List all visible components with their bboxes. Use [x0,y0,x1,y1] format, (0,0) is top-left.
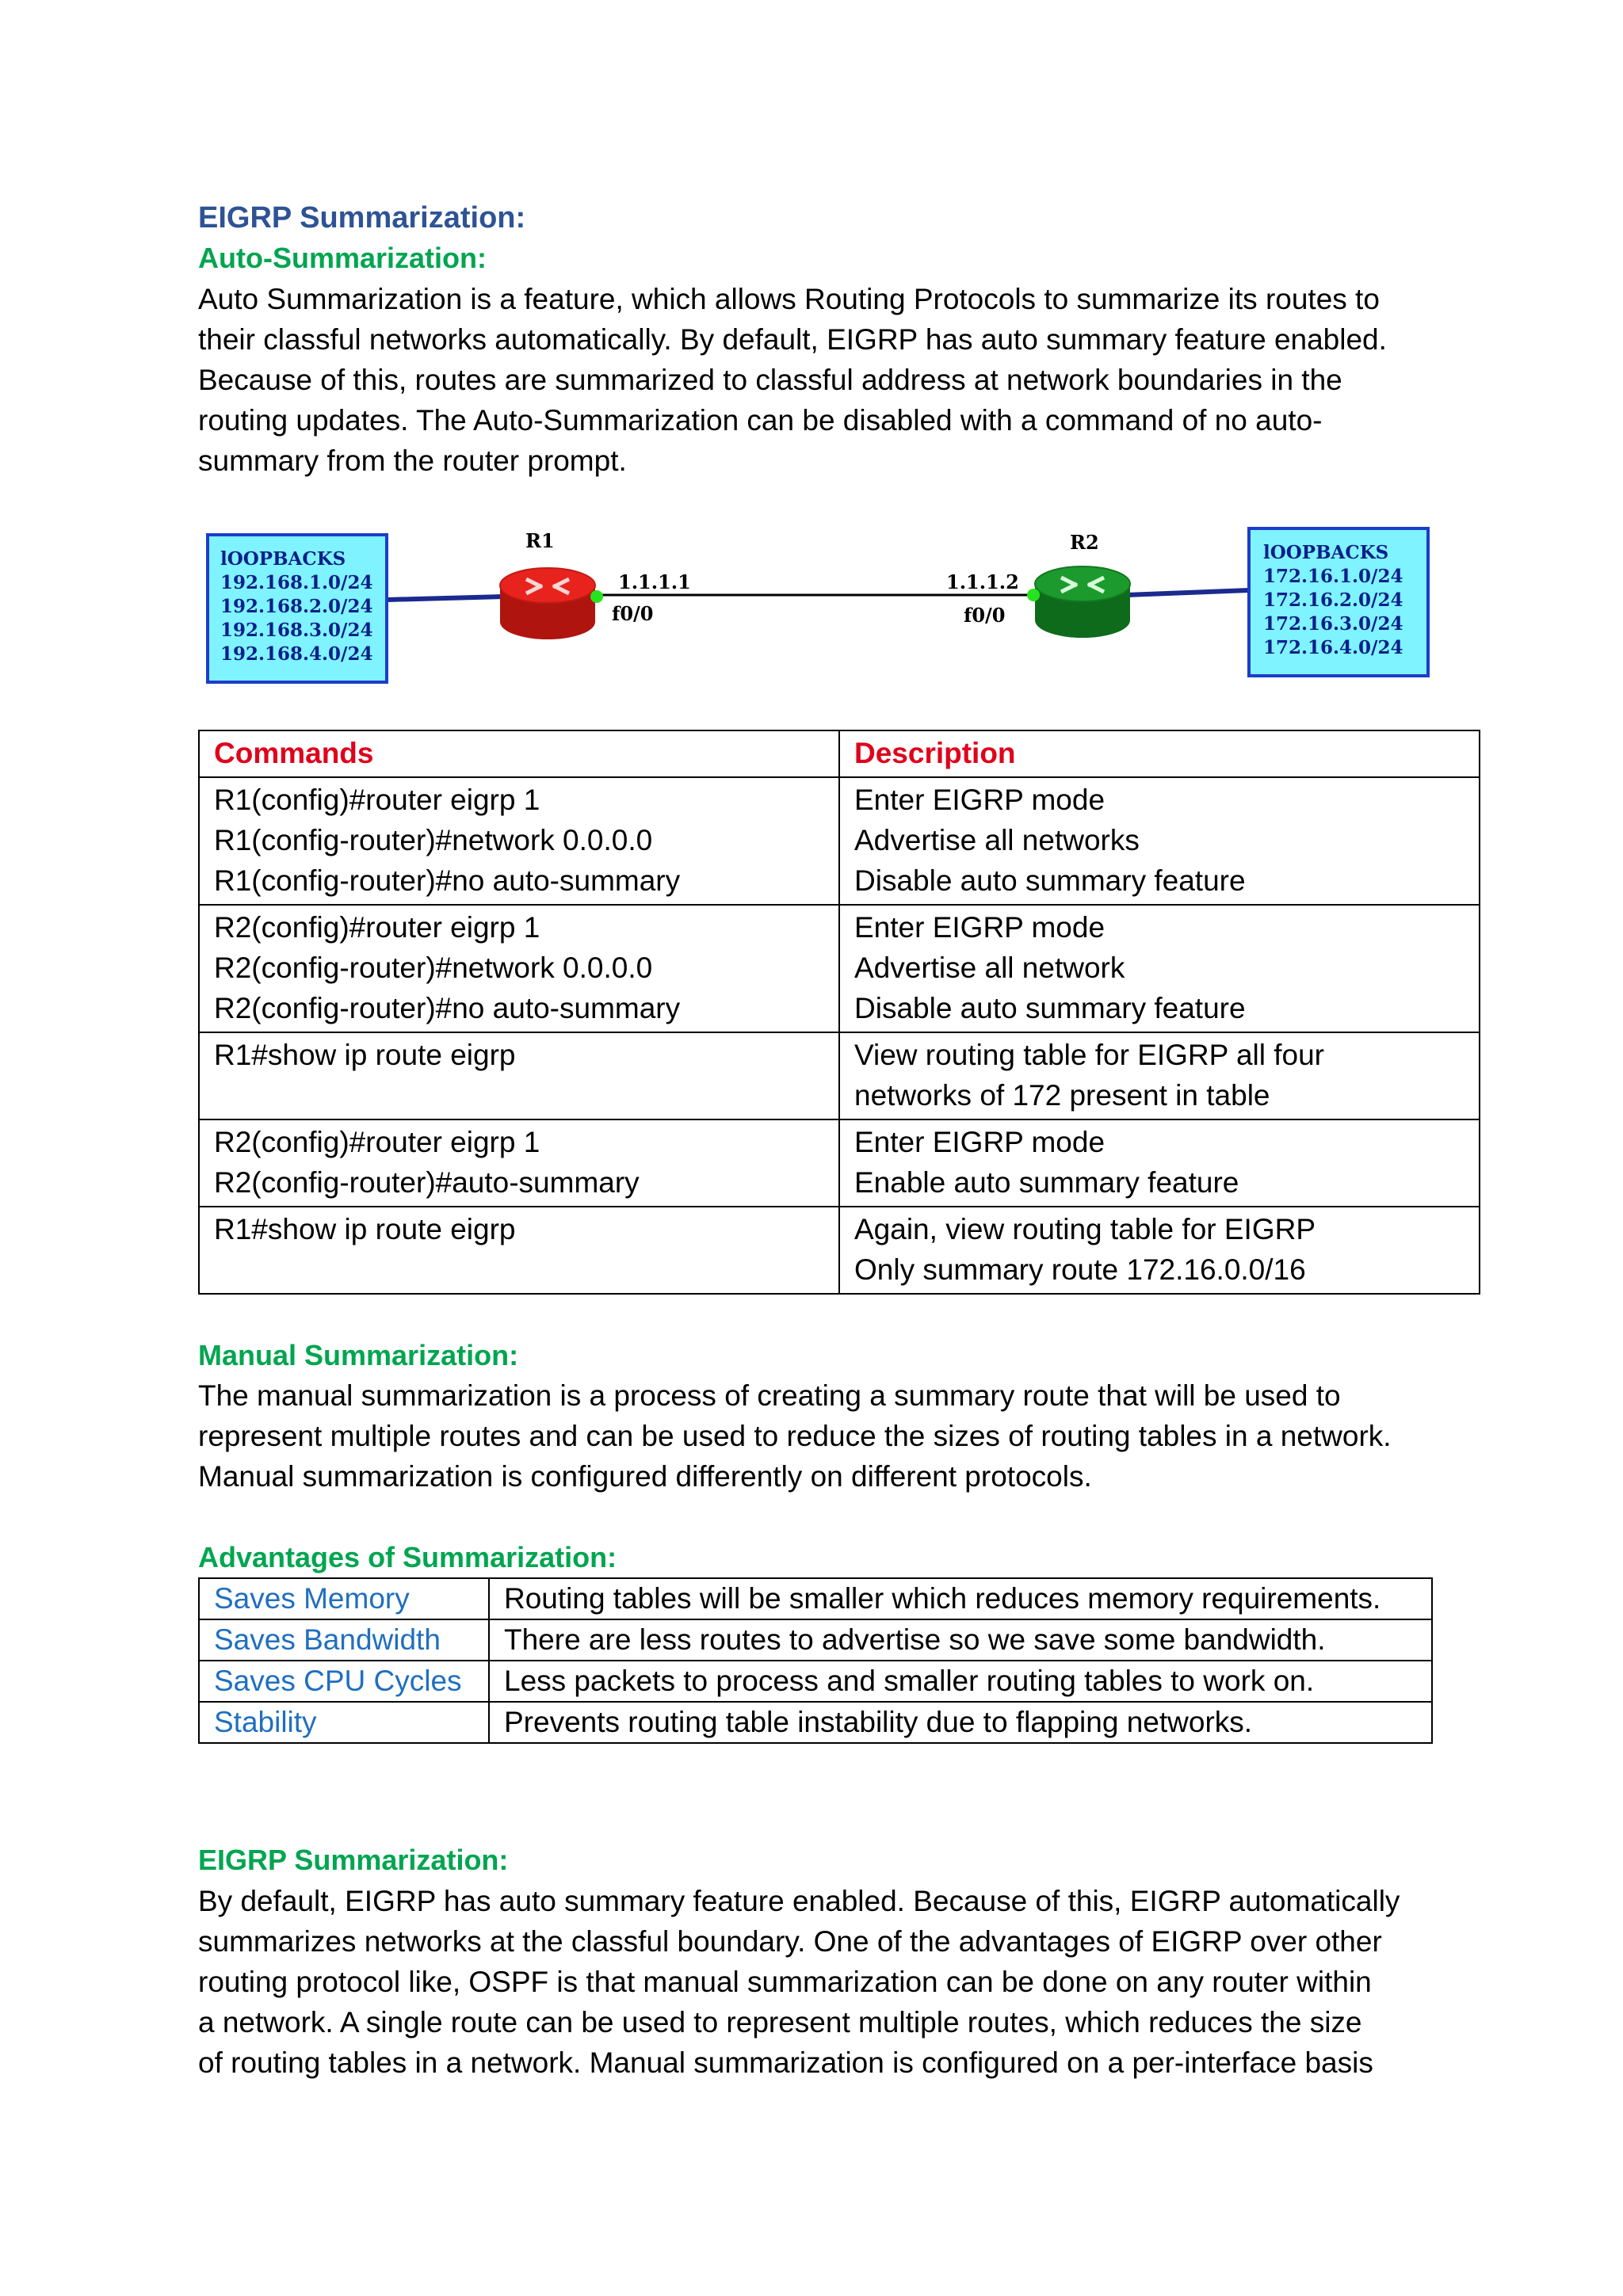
r2-ip-label: 1.1.1.2 [946,570,1019,593]
loopback-route: 172.16.2.0/24 [1263,589,1403,611]
advantage-description: Less packets to process and smaller routing tables to work on. [489,1661,1432,1702]
description-cell [839,1207,1480,1294]
paragraph-line: a network. A single route can be used to represent multiple routes, which reduces the size [198,2005,1362,2039]
loopback-route: 192.168.4.0/24 [220,643,373,665]
description-line: Only summary route 172.16.0.0/16 [854,1253,1306,1286]
advantage-description: Prevents routing table instability due to flapping networks. [489,1702,1432,1743]
advantage-name: Saves Memory [199,1578,489,1619]
command-line: R1#show ip route eigrp [214,1212,516,1245]
commands-cell [199,905,839,1032]
advantage-name: Stability [199,1702,489,1743]
commands-table [198,730,1480,1295]
link-r2-loopbacks [1126,590,1249,595]
loopback-route: 192.168.3.0/24 [220,619,373,641]
loopback-route: 172.16.3.0/24 [1263,612,1403,635]
command-line: R1(config-router)#network 0.0.0.0 [214,823,653,856]
loopback-route: 192.168.1.0/24 [220,571,373,593]
paragraph-line: of routing tables in a network. Manual summarization is configured on a per-interface basis [198,2046,1373,2079]
command-line: R1(config)#router eigrp 1 [214,783,540,816]
topology-svg [203,517,1471,700]
table-row [199,905,1480,1032]
r2-interface-label: f0/0 [964,603,1006,627]
r1-label: R1 [525,528,555,552]
description-line: Enable auto summary feature [854,1165,1239,1199]
paragraph-line: their classful networks automatically. By default, EIGRP has auto summary feature enabled. [198,322,1387,356]
commands-cell [199,1207,839,1294]
eigrp-summarization-paragraph [198,1881,1482,2083]
paragraph-line: The manual summarization is a process of creating a summary route that will be used to [198,1379,1341,1413]
paragraph-line: Because of this, routes are summarized to classful address at network boundaries in the [198,363,1342,396]
commands-cell [199,1119,839,1207]
command-line: R2(config)#router eigrp 1 [214,910,540,944]
description-line: Disable auto summary feature [854,864,1246,897]
advantage-description: Routing tables will be smaller which reduces memory requirements. [489,1578,1432,1619]
description-line: View routing table for EIGRP all four [854,1038,1324,1071]
advantage-description: There are less routes to advertise so we save some bandwidth. [489,1619,1432,1661]
r1-ip-label: 1.1.1.1 [618,570,691,593]
paragraph-line: Auto Summarization is a feature, which allows Routing Protocols to summarize its routes to [198,282,1380,315]
advantage-name: Saves Bandwidth [199,1619,489,1661]
loopback-title-right: lOOPBACKS [1263,541,1389,563]
link-r1-loopbacks [387,597,504,600]
command-line: R1(config-router)#no auto-summary [214,864,681,897]
manual-summarization-paragraph [198,1375,1482,1497]
document-page [198,198,1482,2083]
paragraph-line: represent multiple routes and can be used to reduce the sizes of routing tables in a network. [198,1420,1392,1453]
advantages-table [198,1577,1433,1744]
table-row [199,1207,1480,1294]
description-cell [839,777,1480,905]
description-line: Enter EIGRP mode [854,1125,1106,1158]
r2-port-indicator [1027,589,1040,601]
paragraph-line: routing updates. The Auto-Summarization can be disabled with a command of no auto- [198,403,1323,437]
table-row [199,1578,1432,1619]
table-row [199,1702,1432,1743]
paragraph-line: routing protocol like, OSPF is that manual summarization can be done on any router within [198,1965,1372,1998]
description-line: Advertise all networks [854,823,1140,856]
command-line: R2(config-router)#no auto-summary [214,991,681,1024]
description-line: Disable auto summary feature [854,991,1246,1024]
advantages-heading: Advantages of Summarization: [198,1541,617,1574]
description-line: networks of 172 present in table [854,1078,1270,1112]
loopback-route: 172.16.4.0/24 [1263,636,1403,658]
command-line: R2(config)#router eigrp 1 [214,1125,540,1158]
r2-label: R2 [1070,530,1099,554]
description-cell [839,905,1480,1032]
eigrp-summarization-heading: EIGRP Summarization: [198,1844,509,1877]
paragraph-line: summary from the router prompt. [198,444,627,477]
table-row [199,1119,1480,1207]
description-line: Again, view routing table for EIGRP [854,1212,1316,1245]
page-title: EIGRP Summarization: [198,201,526,235]
table-row [199,777,1480,905]
paragraph-line: summarizes networks at the classful boundary. One of the advantages of EIGRP over other [198,1924,1382,1958]
auto-summarization-paragraph [198,279,1482,481]
r1-port-indicator [590,590,603,603]
table-row [199,1032,1480,1119]
command-line: R1#show ip route eigrp [214,1038,516,1071]
commands-cell [199,1032,839,1119]
description-line: Advertise all network [854,951,1125,984]
table-row [199,1661,1432,1702]
command-line: R2(config-router)#auto-summary [214,1165,640,1199]
paragraph-line: Manual summarization is configured differently on different protocols. [198,1460,1092,1493]
manual-summarization-heading: Manual Summarization: [198,1338,519,1371]
table-header-row [199,730,1480,777]
commands-cell [199,777,839,905]
paragraph-line: By default, EIGRP has auto summary feature enabled. Because of this, EIGRP automatically [198,1884,1400,1917]
description-cell [839,1032,1480,1119]
loopback-route: 192.168.2.0/24 [220,595,373,617]
loopback-route: 172.16.1.0/24 [1263,565,1403,587]
auto-summarization-heading: Auto-Summarization: [198,242,487,275]
table-row [199,1619,1432,1661]
command-line: R2(config-router)#network 0.0.0.0 [214,951,653,984]
commands-header: Commands [199,730,839,777]
advantage-name: Saves CPU Cycles [199,1661,489,1702]
router-r2-icon [1035,566,1130,638]
description-header: Description [839,730,1480,777]
description-line: Enter EIGRP mode [854,910,1106,944]
loopback-title-left: lOOPBACKS [220,547,346,570]
description-line: Enter EIGRP mode [854,783,1106,816]
network-diagram [203,517,1471,700]
r1-interface-label: f0/0 [612,601,654,625]
description-cell [839,1119,1480,1207]
router-r1-icon [500,568,595,639]
